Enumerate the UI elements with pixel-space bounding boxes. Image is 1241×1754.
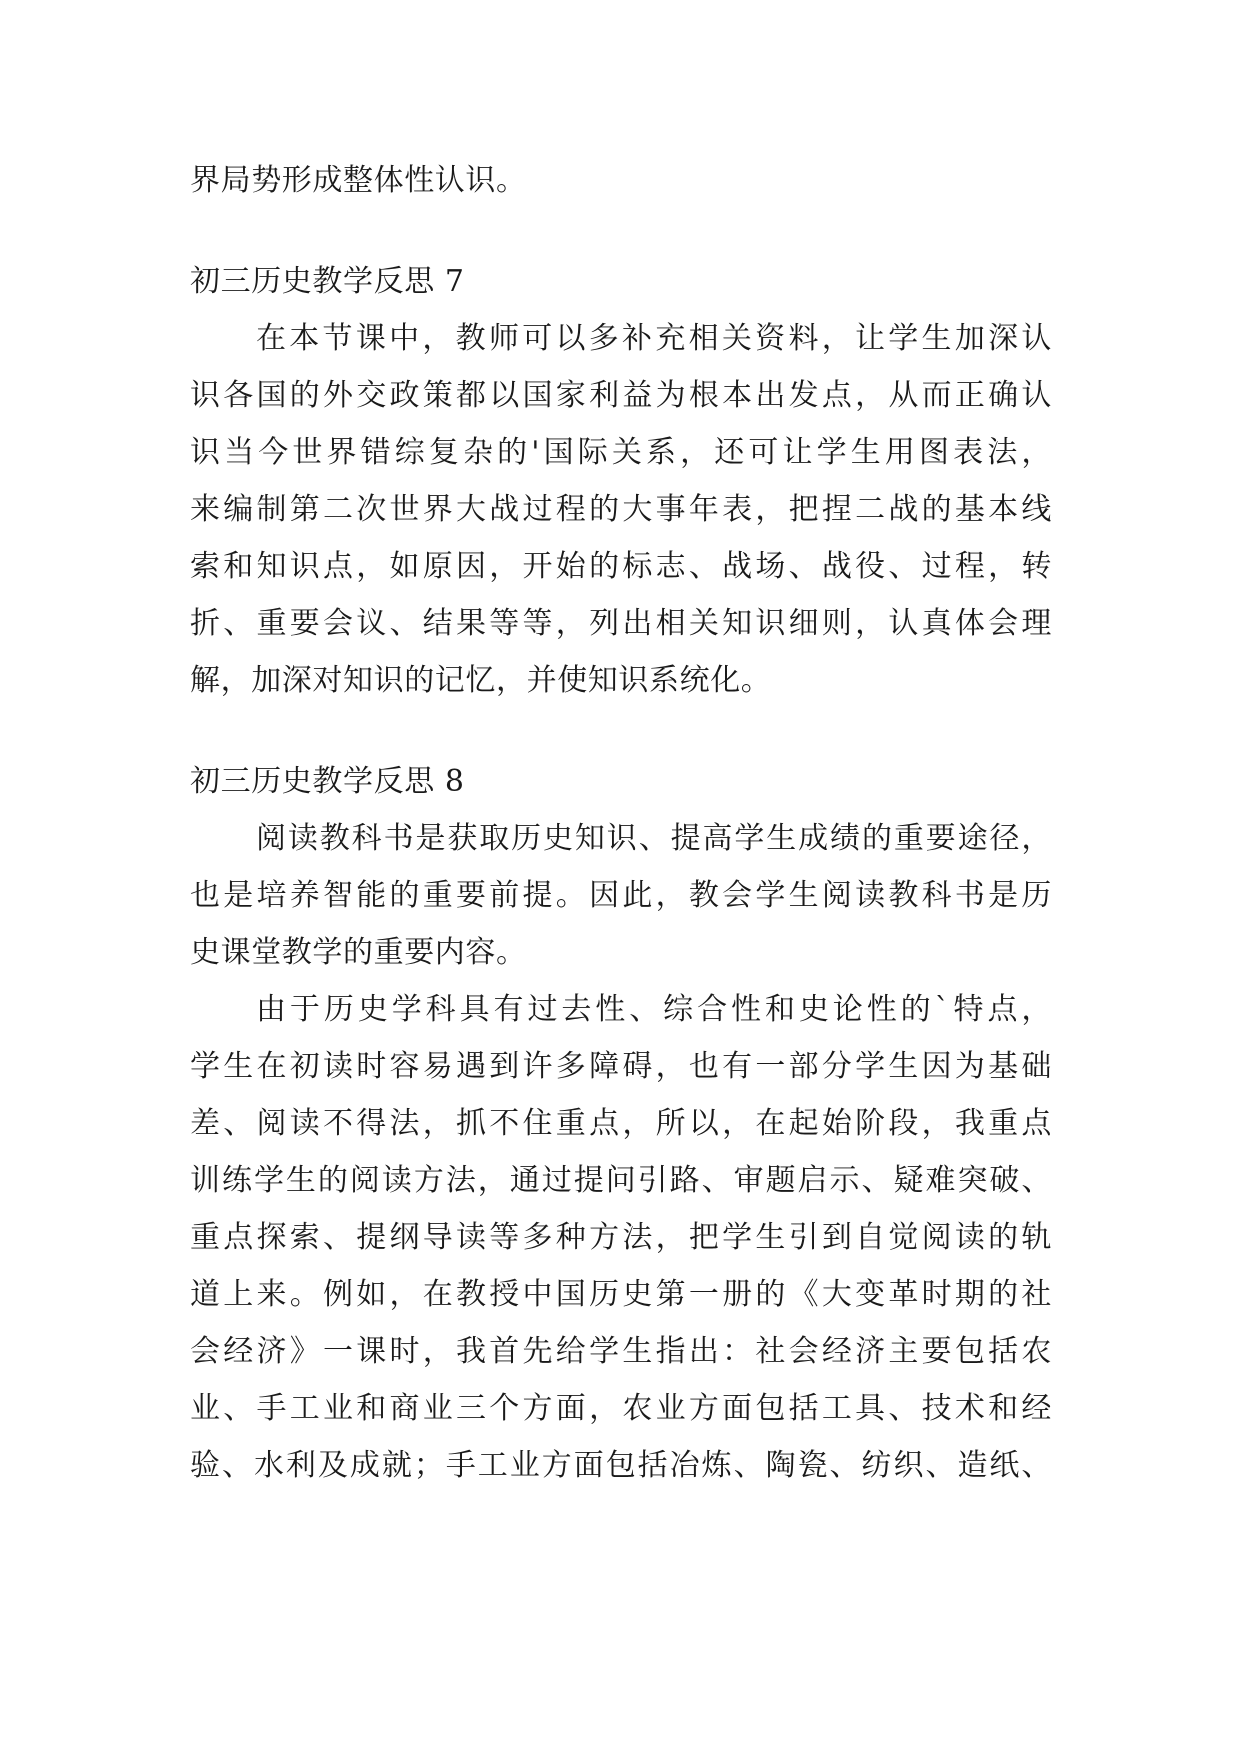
paragraph-line: 识各国的外交政策都以国家利益为根本出发点，从而正确认	[190, 378, 1052, 413]
paragraph-line: 识当今世界错综复杂的'国际关系，还可让学生用图表法，	[190, 435, 1052, 470]
paragraph-line: 折、重要会议、结果等等，列出相关知识细则，认真体会理	[190, 606, 1052, 641]
paragraph-line: 史课堂教学的重要内容。	[190, 935, 527, 970]
section-8-heading: 初三历史教学反思 8	[190, 764, 465, 799]
paragraph-line: 由于历史学科具有过去性、综合性和史论性的`特点，	[256, 992, 1052, 1027]
paragraph-line: 学生在初读时容易遇到许多障碍，也有一部分学生因为基础	[190, 1049, 1052, 1084]
paragraph-line: 也是培养智能的重要前提。因此，教会学生阅读教科书是历	[190, 878, 1052, 913]
paragraph-line: 训练学生的阅读方法，通过提问引路、审题启示、疑难突破、	[190, 1163, 1052, 1198]
paragraph-line: 业、手工业和商业三个方面，农业方面包括工具、技术和经	[190, 1391, 1052, 1426]
paragraph-line: 重点探索、提纲导读等多种方法，把学生引到自觉阅读的轨	[190, 1220, 1052, 1255]
paragraph-line: 验、水利及成就；手工业方面包括冶炼、陶瓷、纺织、造纸、	[190, 1448, 1052, 1483]
paragraph-line: 来编制第二次世界大战过程的大事年表，把捏二战的基本线	[190, 492, 1052, 527]
intro-line: 界局势形成整体性认识。	[190, 163, 527, 198]
paragraph-line: 在本节课中，教师可以多补充相关资料，让学生加深认	[256, 321, 1052, 356]
paragraph-line: 道上来。例如，在教授中国历史第一册的《大变革时期的社	[190, 1277, 1052, 1312]
section-8-paragraph-1	[190, 810, 1052, 981]
paragraph-line: 解，加深对知识的记忆，并使知识系统化。	[190, 663, 772, 698]
paragraph-line: 索和知识点，如原因，开始的标志、战场、战役、过程，转	[190, 549, 1052, 584]
section-7-paragraph	[190, 310, 1052, 709]
document-body	[190, 152, 1052, 1494]
paragraph-line: 会经济》一课时，我首先给学生指出：社会经济主要包括农	[190, 1334, 1052, 1369]
section-7-heading: 初三历史教学反思 7	[190, 264, 465, 299]
section-8-paragraph-2	[190, 981, 1052, 1494]
paragraph-line: 差、阅读不得法，抓不住重点，所以，在起始阶段，我重点	[190, 1106, 1052, 1141]
paragraph-line: 阅读教科书是获取历史知识、提高学生成绩的重要途径，	[256, 821, 1052, 856]
